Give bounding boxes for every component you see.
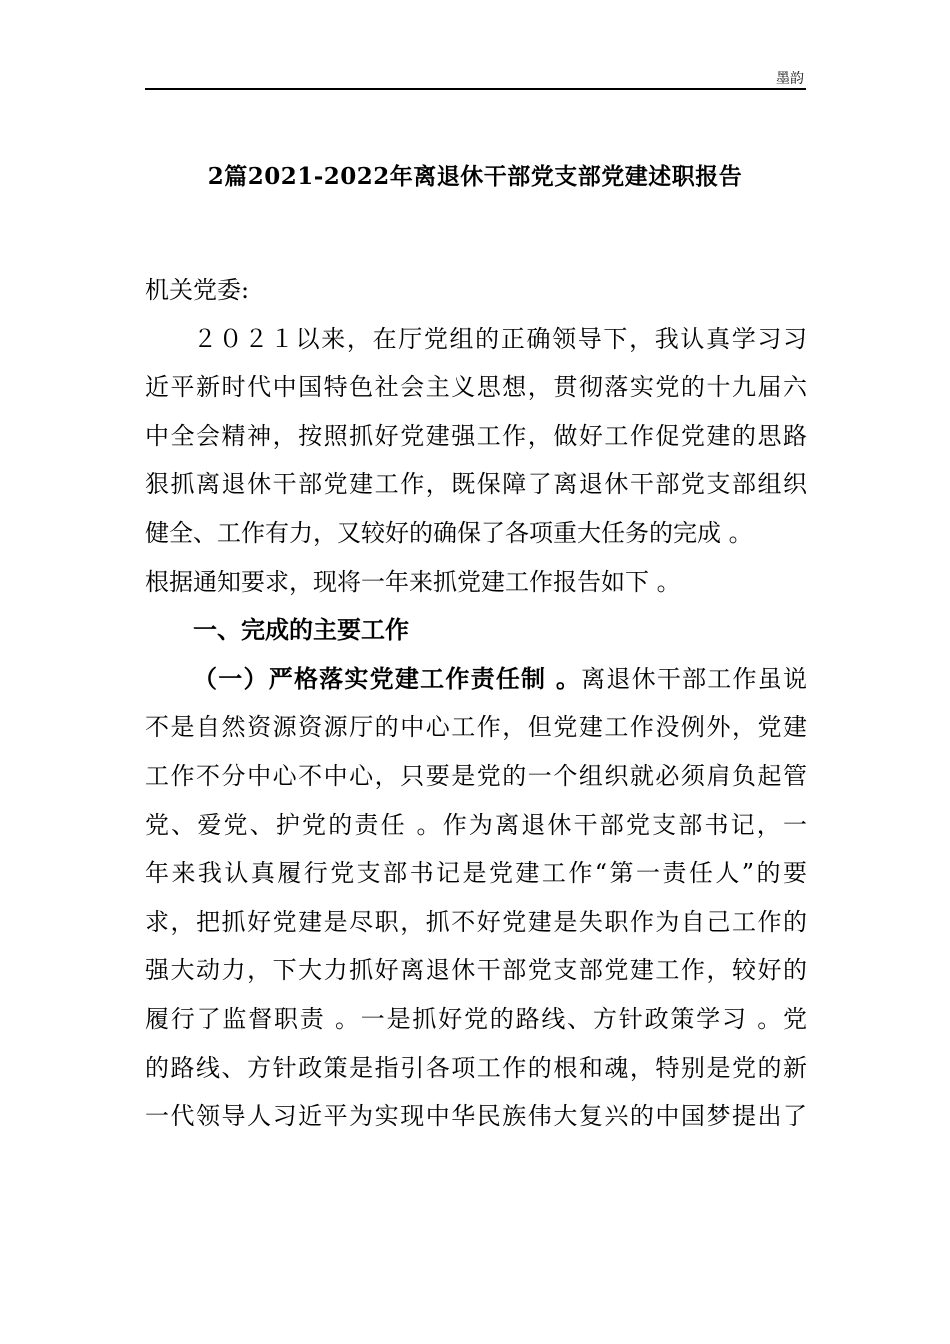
paragraph-line: 狠抓离退休干部党建工作，既保障了离退休干部党支部组织 [145, 470, 807, 499]
paragraph-line: 的路线、方针政策是指引各项工作的根和魂，特别是党的新 [145, 1053, 807, 1082]
paragraph-line: 求，把抓好党建是尽职，抓不好党建是失职作为自己工作的 [145, 907, 807, 936]
header-rule [145, 88, 806, 90]
subsection-heading: （一）严格落实党建工作责任制 。 [193, 663, 582, 693]
paragraph-line: 不是自然资源资源厅的中心工作，但党建工作没例外，党建 [145, 713, 807, 742]
paragraph-line: 履行了监督职责 。一是抓好党的路线、方针政策学习 。党 [145, 1004, 807, 1033]
paragraph-line: 一代领导人习近平为实现中华民族伟大复兴的中国梦提出了 [145, 1102, 807, 1131]
paragraph-line: 年来我认真履行党支部书记是党建工作“第一责任人”的要 [145, 859, 807, 888]
paragraph-line: 强大动力，下大力抓好离退休干部党支部党建工作，较好的 [145, 956, 807, 985]
paragraph-text: 离退休干部工作虽说 [581, 664, 808, 693]
document-title: 2篇2021-2022年离退休干部党支部党建述职报告 [207, 163, 743, 190]
paragraph-line: 中全会精神，按照抓好党建强工作，做好工作促党建的思路 [145, 421, 807, 450]
salutation: 机关党委: [145, 276, 250, 304]
section-heading: 一、完成的主要工作 [193, 615, 409, 645]
paragraph-line: ２０２１以来，在厅党组的正确领导下，我认真学习习 [193, 324, 807, 353]
paragraph-line [145, 655, 807, 704]
paragraph-line: 党、爱党、护党的责任 。作为离退休干部党支部书记，一 [145, 810, 807, 839]
paragraph-line: 根据通知要求，现将一年来抓党建工作报告如下 。 [145, 567, 681, 596]
paragraph-line: 近平新时代中国特色社会主义思想，贯彻落实党的十九届六 [145, 373, 807, 402]
header-brand: 墨韵 [776, 71, 804, 87]
paragraph-line: 健全、工作有力，又较好的确保了各项重大任务的完成 。 [145, 518, 753, 547]
paragraph-line: 工作不分中心不中心，只要是党的一个组织就必须肩负起管 [145, 761, 807, 790]
document-body [145, 266, 807, 1141]
